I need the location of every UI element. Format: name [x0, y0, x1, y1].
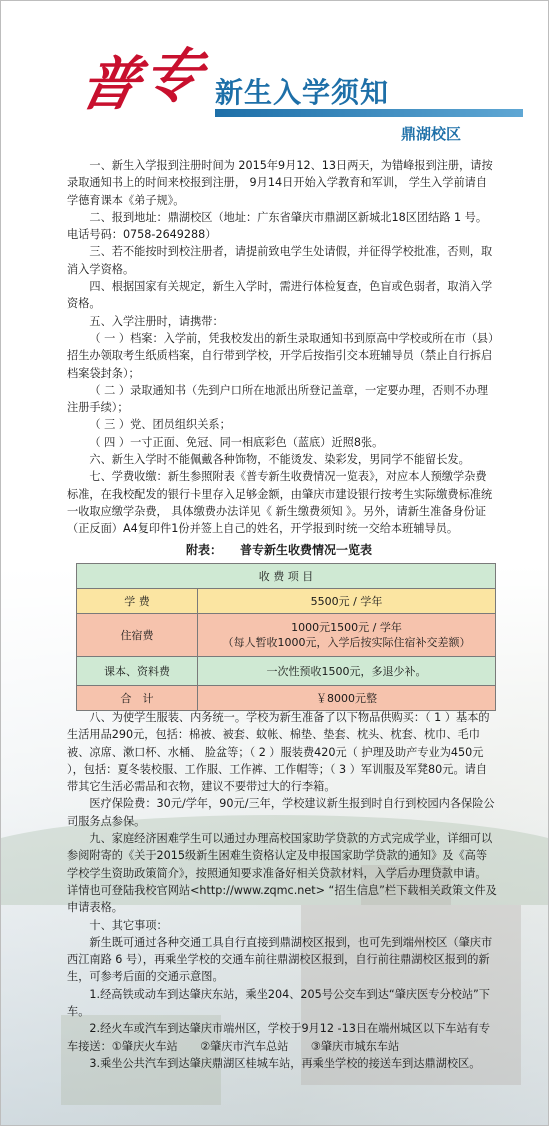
fee-value-dorm-line2: （每人暂收1000元，入学后按实际住宿补交差额）: [222, 636, 471, 649]
fee-value-dorm: [198, 614, 496, 657]
fee-item-dorm: 住宿费: [77, 614, 198, 657]
section-2-phone: 电话号码：0758-2649288）: [67, 228, 217, 242]
section-10-route-3: 3.乘坐公共汽车到达肇庆鼎湖区桂城车站，再乘坐学校的接送车到达鼎湖校区。: [89, 1056, 481, 1070]
section-10: 十、其它事项：: [89, 918, 168, 932]
section-1: 一、新生入学报到注册时间为 2015年9月12、13日两天，为错峰报到注册，请按录取通知书上的时间来校报到注册， 9月14日开始入学教育和军训， 学生入学前请自学德育课本《弟子规》。: [67, 159, 493, 207]
section-6: 六、新生入学时不能佩戴各种饰物，不能烫发、染彩发，男同学不能留长发。: [89, 453, 470, 467]
page-title: 新生入学须知: [215, 76, 390, 109]
fee-item-books: 课本、资料费: [77, 657, 198, 686]
fee-table-header: 收 费 项 目: [77, 564, 496, 589]
section-3: 三、若不能按时到校注册者，请提前致电学生处请假，并征得学校批准，否则，取消入学资格。: [67, 245, 493, 276]
section-8: 八、为使学生服装、内务统一。学校为新生准备了以下物品供购买：（ 1 ）基本的生活用品290元，包括：棉被、被套、蚊帐、棉垫、垫套、枕头、枕套、枕巾、毛巾被、凉席、漱口杯、水桶、 脸盆等；（ 2 ）服装费420元（ 护理及助产专业为450元 ），包括：夏冬装校服、工作服、工作裤、工作帽等；（ 3 ）军训服及军凳80元。请自带其它生活必需品和衣物，建议不要带过大的行李箱。: [67, 711, 490, 794]
fee-value-tuition: 5500元 / 学年: [198, 589, 496, 614]
section-4: 四、根据国家有关规定，新生入学时，需进行体检复查，色盲或色弱者，取消入学资格。: [67, 280, 493, 311]
section-2: 二、报到地址：鼎湖校区（地址：广东省肇庆市鼎湖区新城北18区团结路 1 号。: [89, 210, 488, 224]
notice-text-part2: [67, 709, 497, 1072]
table-row: [77, 614, 496, 657]
campus-name: 鼎湖校区: [401, 125, 462, 143]
notice-text-part1: [67, 157, 497, 538]
fee-value-books: 一次性预收1500元，多退少补。: [198, 657, 496, 686]
section-10-route-2: 2.经火车或汽车到达肇庆市端州区，学校于9月12 -13日在端州城区以下车站有专车接送：①肇庆火车站 ②肇庆市汽车总站 ③肇庆市城东车站: [67, 1022, 491, 1053]
fee-value-total: ￥8000元整: [198, 686, 496, 711]
section-8-insurance: 医疗保险费：30元/学年，90元/三年，学校建议新生报到时自行到校园内各保险公司服务点参保。: [67, 797, 495, 828]
table-row: [77, 686, 496, 711]
section-7: 七、学费收缴：新生参照附表《普专新生收费情况一览表》，对应本人预缴学杂费标准，在我校配发的银行卡里存入足够金额，由肇庆市建设银行按考生实际缴费标准统一收取应缴学杂费， 具体缴费办法详见《 新生缴费须知 》。另外，请新生准备身份证（正反面）A4复印件1份并签上自己的姓名，开学报到时统一交给本班辅导员。: [67, 470, 493, 536]
title-underline: [215, 109, 523, 117]
logo-char-pu: 普: [73, 50, 147, 118]
fee-item-total: 合 计: [77, 686, 198, 711]
fee-table: [76, 563, 496, 711]
section-5-item-4: （ 四 ）一寸正面、免冠、同一相底彩色（蓝底）近照8张。: [89, 435, 384, 449]
section-10-intro: 新生既可通过各种交通工具自行直接到鼎湖校区报到，也可先到端州校区（肇庆市西江南路 6 号），再乘坐学校的交通车前往鼎湖校区报到，自行前往鼎湖校区报到的新生，可参考后面的交通示意图。: [67, 935, 493, 984]
section-9: 九、家庭经济困难学生可以通过办理高校国家助学贷款的方式完成学业，详细可以参阅附寄的《关于2015级新生困难生资格认定及申报国家助学贷款的通知》及《高等学校学生资助政策简介》，按照通知要求准备好相关贷款材料，入学后办理贷款申请。详情也可登陆我校官网站<http://www.zqmc.net> “招生信息”栏下载相关政策文件及申请表格。: [67, 832, 497, 915]
section-5-item-3: （ 三 ）党、团员组织关系；: [89, 418, 231, 432]
logo-char-zhuan: 专: [135, 42, 209, 110]
table-row: [77, 657, 496, 686]
section-5-item-1: （ 一 ）档案：入学前，凭我校发出的新生录取通知书到原高中学校或所在市（县）招生办领取考生纸质档案，自行带到学校，开学后按指引交本班辅导员（禁止自行拆启档案袋封条）；: [67, 331, 494, 380]
school-logo: [73, 42, 211, 125]
section-5-item-2: （ 二 ）录取通知书（先到户口所在地派出所登记盖章，一定要办理，否则不办理注册手续）；: [67, 383, 489, 415]
table-row: [77, 589, 496, 614]
fee-table-header-row: [77, 564, 496, 589]
fee-table-caption: 附表： 普专新生收费情况一览表: [186, 543, 373, 557]
fee-value-dorm-line1: 1000元1500元 / 学年: [291, 621, 402, 634]
section-5: 五、入学注册时，请携带：: [89, 314, 224, 328]
fee-item-tuition: 学 费: [77, 589, 198, 614]
section-10-route-1: 1.经高铁或动车到达肇庆东站，乘坐204、205号公交车到达“肇庆医专分校站”下车。: [67, 987, 490, 1019]
